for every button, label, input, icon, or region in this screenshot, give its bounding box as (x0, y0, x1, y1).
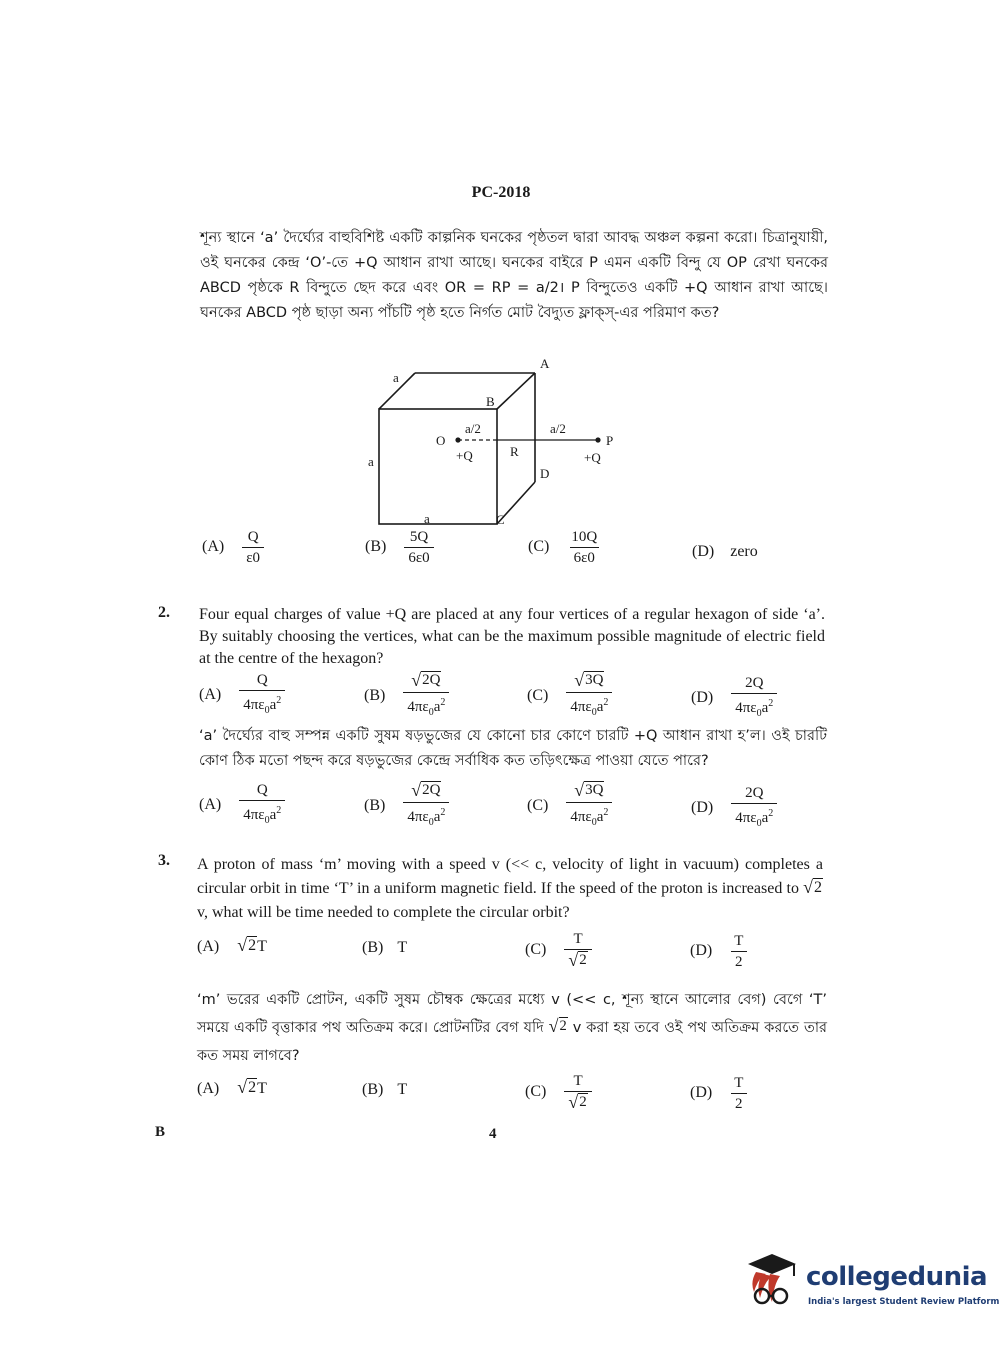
brand-tagline: India's largest Student Review Platform (808, 1297, 1000, 1307)
page-number: 4 (489, 1126, 497, 1142)
q1-bengali-text: শূন্য স্থানে ‘a’ দৈর্ঘ্যের বাহুবিশিষ্ট একটি কাল্পনিক ঘনকের পৃষ্ঠতল দ্বারা আবদ্ধ অঞ্চল কল্পনা করো। চিত্রানুযায়ী, ওই ঘনকের কেন্দ্র ‘O’-তে +Q আধান রাখা আছে। ঘনকের বাইরে P এমন একটি বিন্দু যে OP রেখা ঘনকের ABCD পৃষ্ঠকে R বিন্দুতে ছেদ করে এবং OR = RP = a/2। P বিন্দুতেও একটি +Q আধান রাখা আছে। ঘনকের ABCD পৃষ্ঠ ছাড়া অন্য পাঁচটি পৃষ্ঠ হতে নির্গত মোট বৈদ্যুত ফ্লাক্স্-এর পরিমাণ কত? (200, 230, 828, 321)
series-code: B (155, 1124, 166, 1140)
q3-number: 3. (158, 852, 170, 869)
point-p-dot (595, 437, 600, 442)
q3-en-option-a: (A) √ 2 T (197, 935, 267, 955)
q3-bn-option-a: (A) √ 2 T (197, 1077, 267, 1097)
collegedunia-mascot-icon (742, 1252, 804, 1314)
q3-en-option-b: (B) T (362, 939, 408, 956)
point-o-dot (455, 437, 460, 442)
q1-option-b: (B) $\frac{5Q}{6\varepsilon 0}$ (365, 528, 434, 567)
label-vertex-d: D (540, 466, 550, 481)
page-title: PC-2018 (471, 184, 531, 201)
cube-diagram (360, 352, 630, 532)
label-vertex-b: B (486, 394, 495, 409)
label-point-o: O (436, 433, 446, 448)
label-vertex-c: C (496, 512, 505, 527)
q3-bengali-text: ‘m’ ভরের একটি প্রোটন, একটি সুষম চৌম্বক ক্ষেত্রের মধ্যে v (<< c, শূন্য স্থানে আলোর বেগ) বেগে ‘T’ সময়ে একটি বৃত্তাকার পথ অতিক্রম করে। প্রোটনটির বেগ যদি √ 2 v করা হয় তবে ওই পথ অতিক্রম করতে তার কত সময় লাগবে? (197, 992, 828, 1064)
label-vertex-a: A (540, 356, 550, 371)
label-a-left: a (368, 454, 374, 469)
q2-bn-option-a: (A) $\frac{Q}{4\pi\varepsilon_0a^2}$ (199, 781, 285, 830)
q3-bn-option-c: (C) T √ 2 (525, 1072, 592, 1113)
q1-option-d: (D) zero (692, 543, 758, 560)
q3-english-text: A proton of mass ‘m’ moving with a speed v (<< c, velocity of light in vacuum) completes a circular orbit in time ‘T’ in a uniform magnetic field. If the speed of the proton is increased to √ 2 v, what will be time needed to complete the circular orbit? (197, 856, 823, 921)
label-half-or: a/2 (465, 421, 481, 436)
q2-english-text: Four equal charges of value +Q are placed at any four vertices of a regular hexagon of side ‘a’. By suitably choosing the vertices, what can be the maximum possible magnitude of electric field at the centre of the hexagon? (199, 606, 825, 667)
q2-en-option-b: (B) √ 2Q $4\pi\varepsilon_0a^2$ (364, 671, 449, 722)
q2-bn-option-d: (D) $\frac{2Q}{4\pi\varepsilon_0a^2}$ (691, 784, 777, 833)
label-point-p: P (606, 433, 614, 448)
label-charge-o: +Q (456, 448, 473, 463)
q3-en-option-d: (D) $\frac{T}{2}$ (690, 932, 747, 971)
q1-option-a: (A) $\frac{Q}{\varepsilon 0}$ (202, 528, 264, 567)
q3-bn-option-b: (B) T (362, 1081, 408, 1098)
q2-number: 2. (158, 604, 170, 621)
q3-en-option-c: (C) T √ 2 (525, 930, 592, 971)
q3-bn-option-d: (D) $\frac{T}{2}$ (690, 1074, 747, 1113)
q2-bn-option-b: (B) √ 2Q $4\pi\varepsilon_0a^2$ (364, 781, 449, 832)
q2-en-option-a: (A) $\frac{Q}{4\pi\varepsilon_0a^2}$ (199, 671, 285, 720)
label-point-r: R (510, 444, 519, 459)
q2-bengali-text: ‘a’ দৈর্ঘ্যের বাহু সম্পন্ন একটি সুষম ষড়ভুজের যে কোনো চার কোণে চারটি +Q আধান রাখা হ’ল। ওই চারটি কোণ ঠিক মতো পছন্দ করে ষড়ভুজের কেন্দ্রে সর্বাধিক কত তড়িৎক্ষেত্র পাওয়া যেতে পারে? (199, 728, 827, 769)
brand-name: collegedunia (806, 1262, 988, 1292)
q2-en-option-d: (D) $\frac{2Q}{4\pi\varepsilon_0a^2}$ (691, 674, 777, 723)
label-a-bottom: a (424, 511, 430, 526)
label-charge-p: +Q (584, 450, 601, 465)
label-half-rp: a/2 (550, 421, 566, 436)
q1-option-c: (C) $\frac{10Q}{6\varepsilon 0}$ (528, 529, 598, 566)
q2-bn-option-c: (C) √ 3Q $4\pi\varepsilon_0a^2$ (527, 781, 612, 832)
label-a-top: a (393, 370, 399, 385)
q2-en-option-c: (C) √ 3Q $4\pi\varepsilon_0a^2$ (527, 671, 612, 722)
